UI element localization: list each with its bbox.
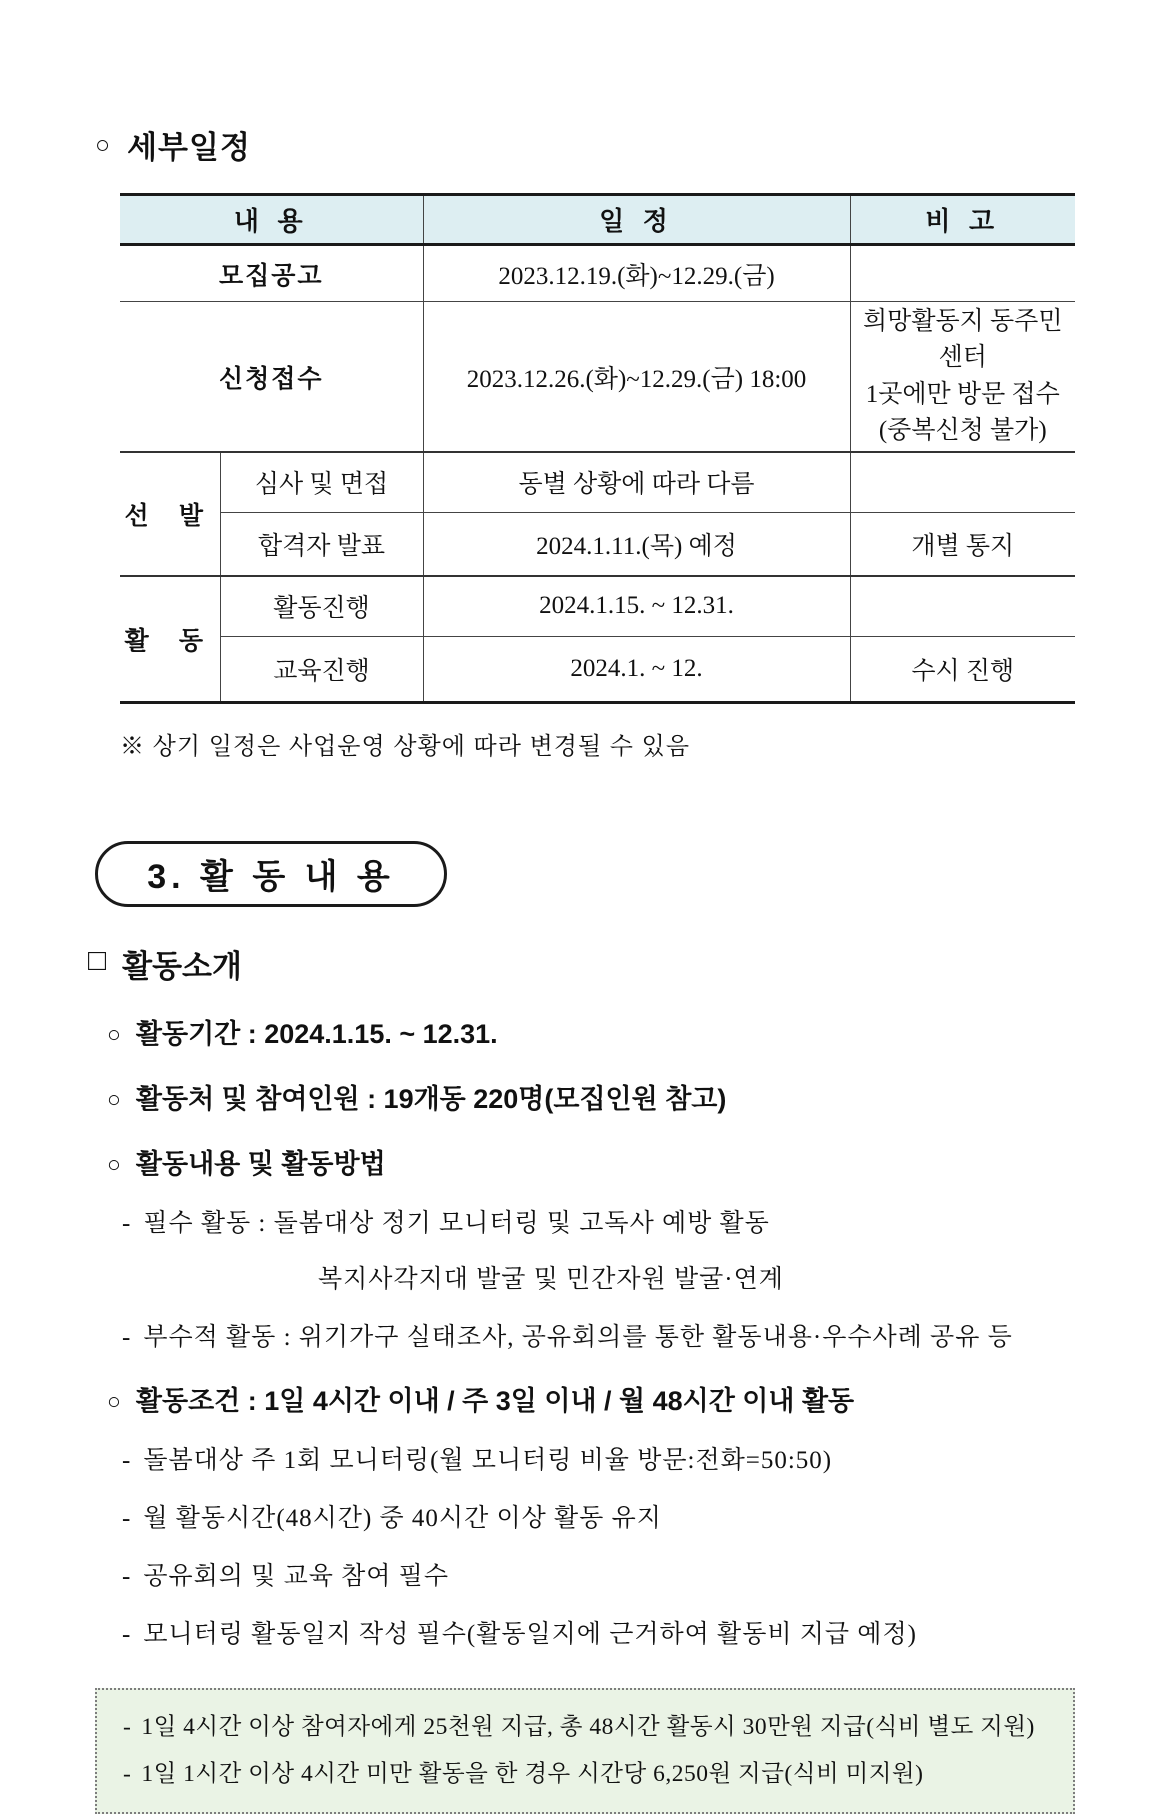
cell-activity-schedule: 2024.1.15. ~ 12.31. xyxy=(423,576,850,636)
table-row-education xyxy=(120,636,1075,702)
payment-line-1-text: 1일 4시간 이상 참여자에게 25천원 지급, 총 48시간 활동시 30만원 지급(식비 별도 지원) xyxy=(141,1713,1035,1740)
table-row-apply xyxy=(120,302,1075,453)
cell-apply-content: 신청접수 xyxy=(120,302,423,453)
table-row-review xyxy=(120,452,1075,512)
activity-methods-text: 활동내용 및 활동방법 xyxy=(135,1148,386,1179)
item-required-activity-cont: 복지사각지대 발굴 및 민간자원 발굴·연계 xyxy=(318,1265,784,1293)
apply-note-line-2: 1곳에만 방문 접수 xyxy=(865,380,1060,408)
cell-review-schedule: 동별 상황에 따라 다름 xyxy=(423,452,850,512)
cell-recruit-note xyxy=(850,245,1075,302)
header-schedule: 일 정 xyxy=(423,195,850,245)
item-condition-journal xyxy=(122,1614,1170,1650)
item-required-activity xyxy=(122,1203,1170,1239)
cell-announce-content: 합격자 발표 xyxy=(220,512,423,576)
header-content: 내 용 xyxy=(120,195,423,245)
cell-education-content: 교육진행 xyxy=(220,636,423,702)
dash-bullet-icon: - xyxy=(122,1446,132,1474)
item-activity-methods xyxy=(107,1142,1170,1181)
cell-activity-content: 활동진행 xyxy=(220,576,423,636)
activity-conditions-text: 활동조건 : 1일 4시간 이내 / 주 3일 이내 / 월 48시간 이내 활동 xyxy=(135,1385,855,1416)
condition-meeting-text: 공유회의 및 교육 참여 필수 xyxy=(143,1562,449,1590)
item-condition-meeting xyxy=(122,1556,1170,1592)
item-activity-conditions xyxy=(107,1379,1170,1418)
cell-education-note: 수시 진행 xyxy=(850,636,1075,702)
cell-review-content: 심사 및 면접 xyxy=(220,452,423,512)
section-title: 3. 활 동 내 용 xyxy=(147,858,395,896)
item-activity-place xyxy=(107,1077,1170,1116)
condition-monitoring-text: 돌봄대상 주 1회 모니터링(월 모니터링 비율 방문:전화=50:50) xyxy=(143,1446,833,1474)
item-condition-hours xyxy=(122,1498,1170,1534)
schedule-table xyxy=(120,193,1075,704)
apply-note-line-3: (중복신청 불가) xyxy=(878,416,1047,444)
circle-bullet-icon: ○ xyxy=(107,1150,121,1177)
cell-recruit-content: 모집공고 xyxy=(120,245,423,302)
dash-bullet-icon: - xyxy=(123,1713,132,1740)
dash-bullet-icon: - xyxy=(122,1620,132,1648)
cell-apply-note xyxy=(850,302,1075,453)
dash-bullet-icon: - xyxy=(122,1209,132,1237)
schedule-title: 세부일정 xyxy=(127,130,251,165)
dash-bullet-icon: - xyxy=(123,1760,132,1787)
activity-period-text: 활동기간 : 2024.1.15. ~ 12.31. xyxy=(135,1018,498,1049)
condition-hours-text: 월 활동시간(48시간) 중 40시간 이상 활동 유지 xyxy=(143,1504,662,1532)
circle-bullet-icon: ○ xyxy=(95,131,112,159)
schedule-footnote: ※ 상기 일정은 사업운영 상황에 따라 변경될 수 있음 xyxy=(120,732,691,760)
intro-heading xyxy=(88,941,1170,986)
table-row-activity xyxy=(120,576,1075,636)
table-row-recruit xyxy=(120,245,1075,302)
section-title-box xyxy=(95,841,447,907)
circle-bullet-icon: ○ xyxy=(107,1387,121,1414)
cell-announce-schedule: 2024.1.11.(목) 예정 xyxy=(423,512,850,576)
cell-review-note xyxy=(850,452,1075,512)
dash-bullet-icon: - xyxy=(122,1562,132,1590)
dash-bullet-icon: - xyxy=(122,1504,132,1532)
table-row-announce xyxy=(120,512,1075,576)
square-bullet-icon: □ xyxy=(88,944,107,977)
intro-title: 활동소개 xyxy=(122,948,242,984)
circle-bullet-icon: ○ xyxy=(107,1020,121,1047)
header-note: 비 고 xyxy=(850,195,1075,245)
cell-recruit-schedule: 2023.12.19.(화)~12.29.(금) xyxy=(423,245,850,302)
payment-line-2-text: 1일 1시간 이상 4시간 미만 활동을 한 경우 시간당 6,250원 지급(식비 미지원) xyxy=(141,1760,924,1787)
payment-highlight-box xyxy=(95,1688,1075,1814)
circle-bullet-icon: ○ xyxy=(107,1085,121,1112)
item-condition-monitoring xyxy=(122,1440,1170,1476)
dash-bullet-icon: - xyxy=(122,1323,132,1351)
required-activity-text: 필수 활동 : 돌봄대상 정기 모니터링 및 고독사 예방 활동 xyxy=(143,1209,770,1237)
item-activity-period xyxy=(107,1012,1170,1051)
cell-group-selection: 선 발 xyxy=(120,452,220,576)
cell-activity-note xyxy=(850,576,1075,636)
condition-journal-text: 모니터링 활동일지 작성 필수(활동일지에 근거하여 활동비 지급 예정) xyxy=(143,1620,917,1648)
secondary-activity-text: 부수적 활동 : 위기가구 실태조사, 공유회의를 통한 활동내용·우수사례 공유 등 xyxy=(143,1323,1013,1351)
activity-place-text: 활동처 및 참여인원 : 19개동 220명(모집인원 참고) xyxy=(135,1083,727,1114)
table-header-row xyxy=(120,195,1075,245)
item-secondary-activity xyxy=(122,1317,1170,1353)
cell-education-schedule: 2024.1. ~ 12. xyxy=(423,636,850,702)
payment-line-1 xyxy=(123,1704,1063,1751)
schedule-heading xyxy=(95,122,1170,167)
document-page xyxy=(0,122,1170,1787)
cell-apply-schedule: 2023.12.26.(화)~12.29.(금) 18:00 xyxy=(423,302,850,453)
cell-group-activity: 활 동 xyxy=(120,576,220,702)
apply-note-line-1: 희망활동지 동주민센터 xyxy=(863,308,1063,372)
payment-line-2 xyxy=(123,1751,1063,1798)
cell-announce-note: 개별 통지 xyxy=(850,512,1075,576)
